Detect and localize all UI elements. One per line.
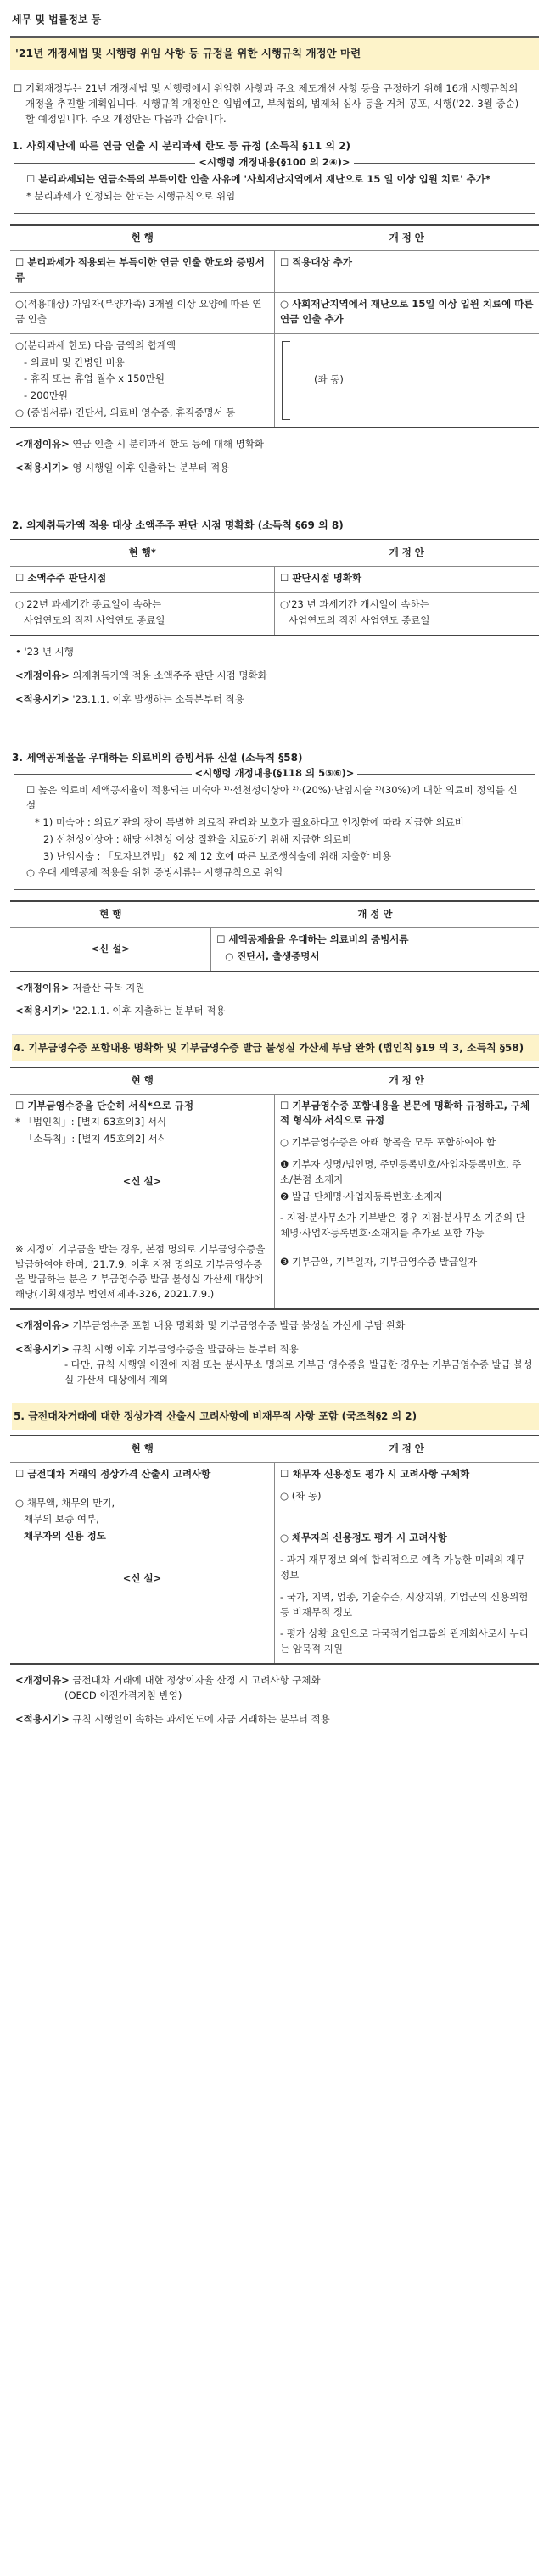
- s2-when-text: '23.1.1. 이후 발생하는 소득분부터 적용: [72, 692, 244, 705]
- s4-proposed-line: ❸ 기부금액, 기부일자, 기부금영수증 발급일자: [280, 1256, 478, 1268]
- s1-box-line: * 분리과세가 인정되는 한도는 시행규칙으로 위임: [26, 189, 236, 202]
- s1-box-line: ☐ 분리과세되는 연금소득의 부득이한 인출 사유에 '사회재난지역에서 재난으로 15 일 이상 입원 치료' 추가*: [26, 173, 490, 185]
- s1-current-line: ○(분리과세 한도) 다음 금액의 합계액: [15, 339, 176, 351]
- s1-current-line: - 의료비 및 간병인 비용: [24, 356, 125, 368]
- s3-compare-table: [10, 900, 539, 972]
- s2-th-current: 현 행*: [10, 540, 275, 566]
- s4-reason-text: 기부금영수증 포함 내용 명확화 및 기부금영수증 발급 불성실 가산세 부담 완화: [72, 1319, 406, 1332]
- s4-current-cell: [10, 1094, 275, 1309]
- s2-compare-table: [10, 539, 539, 636]
- s2-proposed-line: ☐ 판단시점 명확화: [280, 571, 362, 584]
- s1-reason-label: <개정이유>: [15, 437, 70, 450]
- s1-current-cell: [10, 333, 275, 428]
- s3-box-label: <시행령 개정내용(§118 의 5⑤⑥)>: [192, 767, 358, 779]
- s5-when-label: <적용시기>: [15, 1712, 70, 1725]
- s3-proposed-line: ○ 진단서, 출생증명서: [225, 949, 320, 962]
- s5-reason-text-2: (OECD 이전가격지침 반영): [64, 1688, 182, 1701]
- s5-th-current: 현 행: [10, 1436, 275, 1462]
- s1-when-text: 영 시행일 이후 인출하는 분부터 적용: [72, 461, 230, 473]
- s4-proposed-line: - 지점·분사무소가 기부받은 경우 지점·분사무소 기준의 단체명·사업자등록번호·소재지를 추가로 포함 가능: [280, 1212, 525, 1240]
- s4-reason-label: <개정이유>: [15, 1319, 70, 1332]
- s1-current-line: ☐ 분리과세가 적용되는 부득이한 연금 인출 한도와 증빙서류: [15, 256, 265, 284]
- s3-box-line: 3) 난임시술 : 「모자보건법」 §2 제 12 호에 따른 보조생식술에 위해 지출한 비용: [43, 849, 392, 862]
- s1-decree-box: [14, 156, 535, 214]
- s3-reason-label: <개정이유>: [15, 981, 70, 994]
- s2-th-proposed: 개 정 안: [275, 540, 540, 566]
- s3-reason-text: 저출산 극복 지원: [72, 981, 145, 994]
- s5-proposed-line: ○ (좌 동): [280, 1489, 322, 1502]
- s3-box-line: 2) 선천성이상아 : 해당 선천성 이상 질환을 치료하기 위해 지급한 의료비: [43, 832, 352, 845]
- s4-when-label: <적용시기>: [15, 1342, 70, 1355]
- intro-paragraph: ☐ 기획재정부는 21년 개정세법 및 시행령에서 위임한 사항과 주요 제도개선 사항 등을 규정하기 위해 16개 시행규칙의 개정을 추진할 계획입니다. 시행규칙 개정안은 입법예고, 부처협의, 법제처 심사 등을 거쳐 공포, 시행('22. 3월 중순)할 예정입니다. 주요 개정안은 다음과 같습니다.: [14, 81, 519, 125]
- doc-title: 세무 및 법률정보 등: [12, 14, 102, 25]
- s1-compare-table: [10, 224, 539, 428]
- s3-box-line: * 1) 미숙아 : 의료기관의 장이 특별한 의료적 관리와 보호가 필요하다고 인정함에 따라 지급한 의료비: [35, 815, 464, 828]
- s5-when-text: 규칙 시행일이 속하는 과세연도에 자금 거래하는 분부터 적용: [72, 1712, 330, 1725]
- s1-th-proposed: 개 정 안: [275, 225, 540, 251]
- s3-proposed-line: ☐ 세액공제율을 우대하는 의료비의 증빙서류: [216, 932, 409, 945]
- s4-when-text-2: - 다만, 규칙 시행일 이전에 지점 또는 분사무소 명의로 기부금 영수증을 발급한 경우는 기부금영수증 발급 불성실 가산세 대상에서 제외: [64, 1358, 533, 1386]
- s2-current-cell: [10, 566, 275, 592]
- s2-reason-text: 의제취득가액 적용 소액주주 판단 시점 명확화: [72, 669, 267, 682]
- s1-current-line: ○(적용대상) 가입자(부양가족) 3개월 이상 요양에 따른 연금 인출: [15, 298, 262, 325]
- s4-current-line: 「소득칙」: [별지 45호의2] 서식: [24, 1133, 167, 1145]
- s2-reason: [15, 669, 539, 684]
- s1-proposed-line: (좌 동): [314, 372, 344, 385]
- brace-bracket: [282, 341, 290, 420]
- s2-when-label: <적용시기>: [15, 692, 70, 705]
- s1-box-label: <시행령 개정내용(§100 의 2④)>: [195, 156, 353, 168]
- s4-th-proposed: 개 정 안: [275, 1067, 540, 1094]
- s1-proposed-line: ☐ 적용대상 추가: [280, 256, 352, 269]
- s5-proposed-line: - 평가 상황 요인으로 다국적기업그룹의 관계회사로서 누리는 암묵적 지원: [280, 1627, 529, 1655]
- s4-current-line: * 「법인칙」: [별지 63호의3] 서식: [15, 1116, 167, 1128]
- s5-when: [15, 1712, 539, 1728]
- s3-proposed-cell: [211, 927, 539, 971]
- section-3-title: 3. 세액공제율을 우대하는 의료비의 증빙서류 신설 (소득칙 §58): [12, 751, 303, 764]
- s1-when-label: <적용시기>: [15, 461, 70, 473]
- s2-footnote: • '23 년 시행: [15, 646, 74, 658]
- s5-proposed-line: - 과거 재무정보 외에 합리적으로 예측 가능한 미래의 재무정보: [280, 1554, 525, 1581]
- s2-proposed-line: ○'23 년 과세기간 개시일이 속하는: [280, 597, 429, 610]
- s4-proposed-line: ❷ 발급 단체명·사업자등록번호·소재지: [280, 1190, 443, 1202]
- s2-proposed-cell: [275, 566, 540, 592]
- s2-when: [15, 692, 539, 708]
- s1-proposed-cell: [275, 333, 540, 428]
- s1-reason-text: 연금 인출 시 분리과세 한도 등에 대해 명확화: [72, 437, 264, 450]
- s5-reason: [15, 1673, 539, 1704]
- s5-current-line: <신 설>: [122, 1572, 162, 1584]
- s1-current-cell: [10, 293, 275, 334]
- s2-current-line: 사업연도의 직전 사업연도 종료일: [24, 614, 165, 627]
- s4-proposed-line: ☐ 기부금영수증 포함내용을 본문에 명확하 규정하고, 구체적 형식까 서식으로 규정: [280, 1099, 530, 1127]
- s3-reason: [15, 981, 539, 996]
- s3-when-label: <적용시기>: [15, 1005, 70, 1017]
- s1-proposed-cell: [275, 251, 540, 293]
- s4-proposed-cell: [275, 1094, 540, 1309]
- s5-current-line: 채무자의 신용 정도: [24, 1530, 106, 1543]
- s3-box-line: ☐ 높은 의료비 세액공제율이 적용되는 미숙아 ¹⁾·선천성이상아 ²⁾·(20%)·난임시술 ³⁾(30%)에 대한 의료비 정의를 신설: [26, 784, 518, 812]
- s1-current-cell: [10, 251, 275, 293]
- s2-current-cell: [10, 592, 275, 636]
- s4-current-line: ※ 지정이 기부금을 받는 경우, 본점 명의로 기부금영수증을 발급하여야 하며, '21.7.9. 이후 지점 명의로 기부금영수증을 발급하는 분은 기부금영수증 발급 불성실 가산세 대상에 해당(기획재정부 법인세제과-326, 2021.7.9.): [15, 1242, 266, 1301]
- s5-current-line: 채무의 보증 여부,: [24, 1513, 99, 1526]
- s3-current-cell: [10, 927, 211, 971]
- s4-reason: [15, 1319, 539, 1334]
- s5-current-cell: [10, 1462, 275, 1664]
- s5-proposed-line: - 국가, 지역, 업종, 기술수준, 시장지위, 기업군의 신용위험 등 비재무적 정보: [280, 1590, 529, 1618]
- s4-current-line: ☐ 기부금영수증을 단순히 서식*으로 규정: [15, 1099, 194, 1112]
- s5-proposed-line: ○ 채무자의 신용정도 평가 시 고려사항: [280, 1532, 447, 1544]
- s5-proposed-line: ☐ 채무자 신용정도 평가 시 고려사항 구체화: [280, 1467, 470, 1480]
- s4-proposed-line: ❶ 기부자 성명/법인명, 주민등록번호/사업자등록번호, 주소/본점 소재지: [280, 1158, 522, 1185]
- s2-current-line: ○'22년 과세기간 종료일이 속하는: [15, 597, 162, 610]
- s1-proposed-cell: [275, 293, 540, 334]
- s1-when: [15, 461, 539, 476]
- section-1-title: 1. 사회재난에 따른 연금 인출 시 분리과세 한도 등 규정 (소득칙 §11 의 2): [12, 140, 351, 153]
- s4-th-current: 현 행: [10, 1067, 275, 1094]
- s4-compare-table: [10, 1067, 539, 1310]
- s1-current-line: - 200만원: [24, 389, 68, 402]
- section-5-title: 5. 금전대차거래에 대한 정상가격 산출시 고려사항에 비재무적 사항 포함 (국조칙§2 의 2): [12, 1403, 539, 1430]
- s2-reason-label: <개정이유>: [15, 669, 70, 682]
- s3-current-line: <신 설>: [91, 942, 130, 955]
- s5-proposed-cell: [275, 1462, 540, 1664]
- s3-box-line: ○ 우대 세액공제 적용을 위한 증빙서류는 시행규칙으로 위임: [26, 866, 283, 879]
- s1-th-current: 현 행: [10, 225, 275, 251]
- s1-current-line: - 휴직 또는 휴업 월수 x 150만원: [24, 372, 165, 385]
- s2-current-line: ☐ 소액주주 판단시점: [15, 571, 107, 584]
- s3-decree-box: [14, 767, 535, 890]
- s3-when: [15, 1004, 539, 1019]
- s4-when: [15, 1342, 539, 1387]
- s2-proposed-cell: [275, 592, 540, 636]
- s3-th-current: 현 행: [10, 901, 211, 927]
- s4-when-text: 규칙 시행 이후 기부금영수증을 발급하는 분부터 적용: [72, 1342, 299, 1355]
- s4-current-line: <신 설>: [122, 1175, 162, 1188]
- s1-current-line: ○ (증빙서류) 진단서, 의료비 영수증, 휴직증명서 등: [15, 406, 236, 418]
- s3-th-proposed: 개 정 안: [211, 901, 539, 927]
- s3-when-text: '22.1.1. 이후 지출하는 분부터 적용: [72, 1005, 226, 1017]
- section-4-title: 4. 기부금영수증 포함내용 명확화 및 기부금영수증 발급 불성실 가산세 부담 완화 (법인칙 §19 의 3, 소득칙 §58): [12, 1034, 539, 1061]
- s5-reason-text: 금전대차 거래에 대한 정상이자율 산정 시 고려사항 구체화: [72, 1674, 321, 1687]
- s5-current-line: ○ 채무액, 채무의 만기,: [15, 1496, 115, 1509]
- s5-current-line: ☐ 금전대차 거래의 정상가격 산출시 고려사항: [15, 1467, 211, 1480]
- s1-proposed-line: ○ 사회재난지역에서 재난으로 15일 이상 입원 치료에 따른 연금 인출 추가: [280, 298, 534, 325]
- s1-reason: [15, 437, 539, 452]
- s2-proposed-line: 사업연도의 직전 사업연도 종료일: [289, 614, 430, 627]
- s4-proposed-line: ○ 기부금영수증은 아래 항목을 모두 포함하여야 함: [280, 1136, 496, 1149]
- s5-reason-label: <개정이유>: [15, 1674, 70, 1687]
- s5-th-proposed: 개 정 안: [275, 1436, 540, 1462]
- s5-compare-table: [10, 1435, 539, 1665]
- section-2-title: 2. 의제취득가액 적용 대상 소액주주 판단 시점 명확화 (소득칙 §69 의 8): [12, 519, 344, 532]
- headline-banner: '21년 개정세법 및 시행령 위임 사항 등 규정을 위한 시행규칙 개정안 마련: [10, 36, 539, 70]
